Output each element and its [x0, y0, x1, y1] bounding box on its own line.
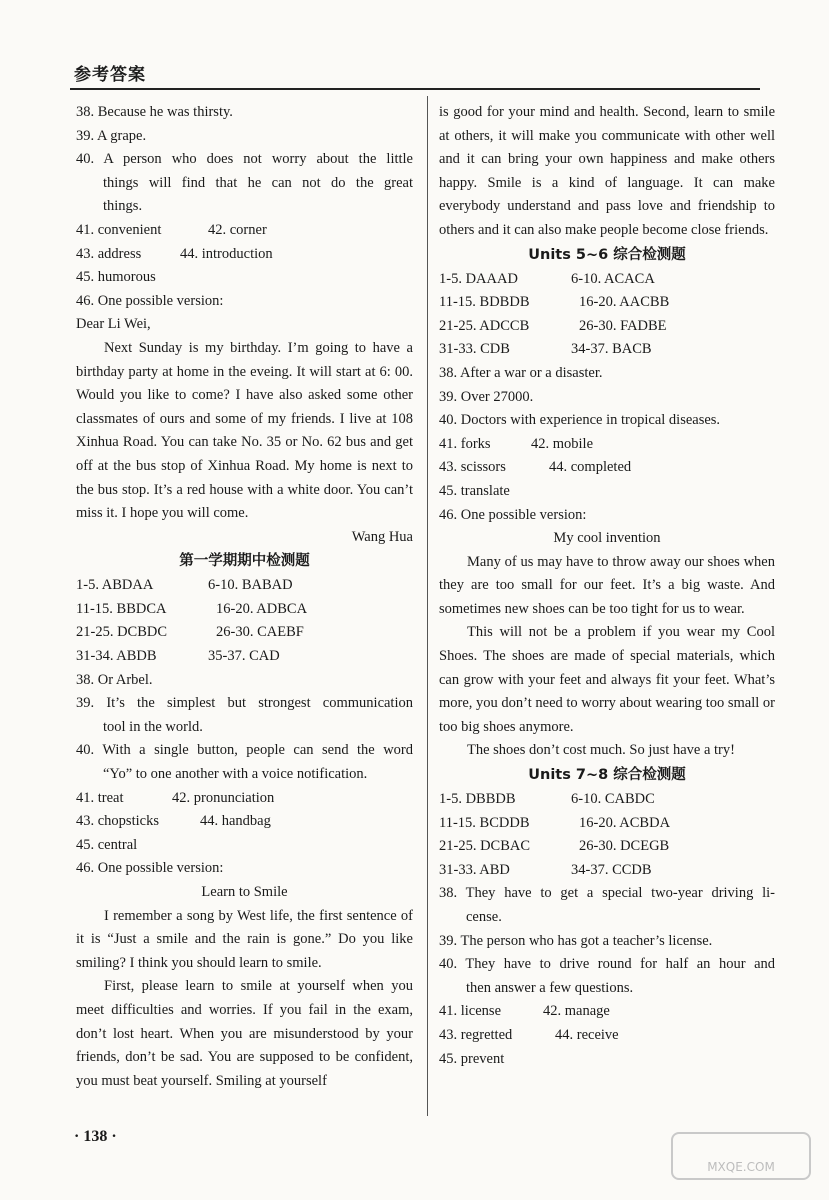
left-column	[76, 101, 413, 1093]
mc-answers: 26-30. DCEGB	[579, 838, 670, 855]
answer-39: 39. It’s the simplest but strongest communication	[76, 695, 413, 712]
column-divider	[427, 96, 428, 1116]
essay-paragraph: Many of us may have to throw away our shoes when they are too small for our feet. It’s a big waste. And sometimes new shoes can be too tight for us to wear.	[439, 553, 775, 617]
mc-answers: 6-10. CABDC	[571, 791, 655, 808]
answer-row	[76, 243, 413, 267]
mc-answers: 26-30. FADBE	[579, 317, 667, 334]
answer-row	[76, 621, 413, 645]
mc-answers: 16-20. ADBCA	[216, 600, 308, 617]
mc-answers: 26-30. CAEBF	[216, 624, 304, 641]
answer-row	[439, 812, 775, 836]
answer-44: 44. receive	[555, 1026, 619, 1043]
answer-40-cont: things will find that he can not do the great	[103, 174, 413, 191]
answer-42: 42. manage	[543, 1003, 610, 1020]
answer-38: 38. They have to get a special two-year driving li-	[439, 885, 775, 902]
answer-46: 46. One possible version:	[76, 860, 224, 877]
answer-46: 46. One possible version:	[439, 506, 587, 523]
answer-41: 41. forks	[439, 435, 491, 452]
answer-43: 43. address	[76, 245, 142, 262]
answer-row	[76, 219, 413, 243]
answer-row	[439, 788, 775, 812]
essay-paragraph: I remember a song by West life, the first sentence of it is “Just a smile and the rain is gone.” Do you like smiling? I think you should learn to smile.	[76, 907, 413, 971]
answer-39-cont: tool in the world.	[103, 718, 203, 735]
answer-row	[439, 338, 775, 362]
answer-row	[439, 291, 775, 315]
header-rule	[70, 88, 760, 90]
answer-row	[439, 835, 775, 859]
answer-40: 40. They have to drive round for half an hour and	[439, 956, 775, 973]
mc-answers: 34-37. BACB	[571, 341, 652, 358]
section-heading-units-7-8: Units 7~8 综合检测题	[528, 767, 686, 784]
mc-answers: 21-25. DCBAC	[439, 838, 531, 855]
answer-45: 45. humorous	[76, 269, 156, 286]
mc-answers: 16-20. AACBB	[579, 294, 670, 311]
answer-row	[439, 268, 775, 292]
answer-45: 45. translate	[439, 482, 510, 499]
answer-row	[76, 598, 413, 622]
mc-answers: 31-34. ABDB	[76, 648, 157, 665]
answer-row	[439, 433, 775, 457]
answer-41: 41. convenient	[76, 221, 162, 238]
mc-answers: 31-33. CDB	[439, 341, 510, 358]
mc-answers: 6-10. ACACA	[571, 270, 655, 287]
essay-title: Learn to Smile	[201, 884, 288, 900]
mc-answers: 1-5. ABDAA	[76, 577, 154, 594]
answer-39: 39. A grape.	[76, 127, 147, 144]
mc-answers: 11-15. BDBDB	[439, 294, 530, 311]
answer-44: 44. completed	[549, 459, 632, 476]
section-heading-midterm: 第一学期期中检测题	[179, 553, 310, 570]
answer-row	[439, 1000, 775, 1024]
answer-45: 45. central	[76, 836, 138, 853]
essay-paragraph-cont: is good for your mind and health. Second, learn to smile at others, it will make you communicate with other well and it can bring your own happiness and make others happy. Smile is a kind of language. It can make everybody understand and pass love and friendship to others and it can also make people become close friends.	[439, 104, 775, 238]
answer-43: 43. scissors	[439, 459, 506, 476]
answer-row	[76, 810, 413, 834]
watermark-logo	[671, 1132, 811, 1180]
answer-40: 40. With a single button, people can send the word	[76, 742, 413, 759]
answer-38: 38. Because he was thirsty.	[76, 104, 233, 120]
answer-39: 39. The person who has got a teacher’s license.	[439, 932, 713, 949]
answer-row	[439, 1024, 775, 1048]
answer-row	[439, 315, 775, 339]
letter-greeting: Dear Li Wei,	[76, 316, 151, 333]
answer-38-cont: cense.	[466, 909, 502, 925]
answer-44: 44. handbag	[200, 813, 271, 830]
answer-40: 40. Doctors with experience in tropical diseases.	[439, 412, 721, 429]
answer-39: 39. Over 27000.	[439, 388, 534, 405]
mc-answers: 1-5. DAAAD	[439, 270, 518, 287]
answer-row	[439, 859, 775, 883]
answer-42: 42. corner	[208, 221, 267, 238]
answer-40-cont: then answer a few questions.	[466, 979, 634, 996]
mc-answers: 31-33. ABD	[439, 861, 510, 878]
mc-answers: 21-25. ADCCB	[439, 317, 530, 334]
mc-answers: 16-20. ACBDA	[579, 814, 671, 831]
mc-answers: 21-25. DCBDC	[76, 624, 168, 641]
answer-41: 41. license	[439, 1003, 502, 1020]
mc-answers: 11-15. BBDCA	[76, 600, 167, 617]
essay-title: My cool invention	[553, 530, 661, 547]
answer-40-cont: “Yo” to one another with a voice notification.	[103, 766, 368, 783]
answer-43: 43. regretted	[439, 1026, 513, 1043]
section-heading-units-5-6: Units 5~6 综合检测题	[528, 246, 686, 263]
mc-answers: 6-10. BABAD	[208, 577, 293, 594]
essay-paragraph: The shoes don’t cost much. So just have a try!	[467, 742, 735, 759]
answer-41: 41. treat	[76, 789, 124, 806]
answer-45: 45. prevent	[439, 1050, 505, 1067]
answer-43: 43. chopsticks	[76, 813, 159, 830]
right-column	[439, 101, 775, 1071]
letter-signature: Wang Hua	[351, 528, 413, 545]
essay-paragraph: This will not be a problem if you wear my Cool Shoes. The shoes are made of special materials, which can grow with your feet and always fit your feet. What’s more, you don’t need to worry about wearing too small or too big shoes anymore.	[439, 624, 775, 735]
answer-row	[439, 456, 775, 480]
essay-paragraph: First, please learn to smile at yourself when you meet difficulties and worries. If you fail in the exam, don’t lost heart. When you are misunderstood by your friends, don’t be sad. You are supposed to be confident, you must beat yourself. Smiling at yourself	[76, 978, 413, 1089]
answer-row	[76, 645, 413, 669]
answer-38: 38. Or Arbel.	[76, 671, 153, 688]
answer-40-cont2: things.	[103, 198, 143, 215]
answer-42: 42. mobile	[531, 435, 594, 452]
answer-44: 44. introduction	[180, 245, 273, 262]
answer-46: 46. One possible version:	[76, 292, 224, 309]
page-header: 参考答案	[74, 65, 146, 85]
mc-answers: 35-37. CAD	[208, 648, 280, 665]
mc-answers: 34-37. CCDB	[571, 861, 652, 878]
answer-row	[76, 787, 413, 811]
mc-answers: 1-5. DBBDB	[439, 791, 516, 808]
page-number: · 138 ·	[74, 1128, 117, 1145]
watermark-text: MXQE.COM	[707, 1160, 775, 1174]
mc-answers: 11-15. BCDDB	[439, 814, 530, 831]
answer-row	[76, 574, 413, 598]
answer-42: 42. pronunciation	[172, 789, 275, 806]
answer-38: 38. After a war or a disaster.	[439, 364, 603, 381]
answer-40: 40. A person who does not worry about the little	[76, 151, 413, 168]
letter-body: Next Sunday is my birthday. I’m going to have a birthday party at home in the eveing. It will start at 6: 00. Would you like to come? I have also asked some other classmates of ours and some of my friends. I live at 108 Xinhua Road. You can take No. 35 or No. 62 bus and get off at the bus stop of Xinhua Road. My home is next to the bus stop. It’s a red house with a white door. You can’t miss it. I hope you will come.	[76, 339, 413, 522]
